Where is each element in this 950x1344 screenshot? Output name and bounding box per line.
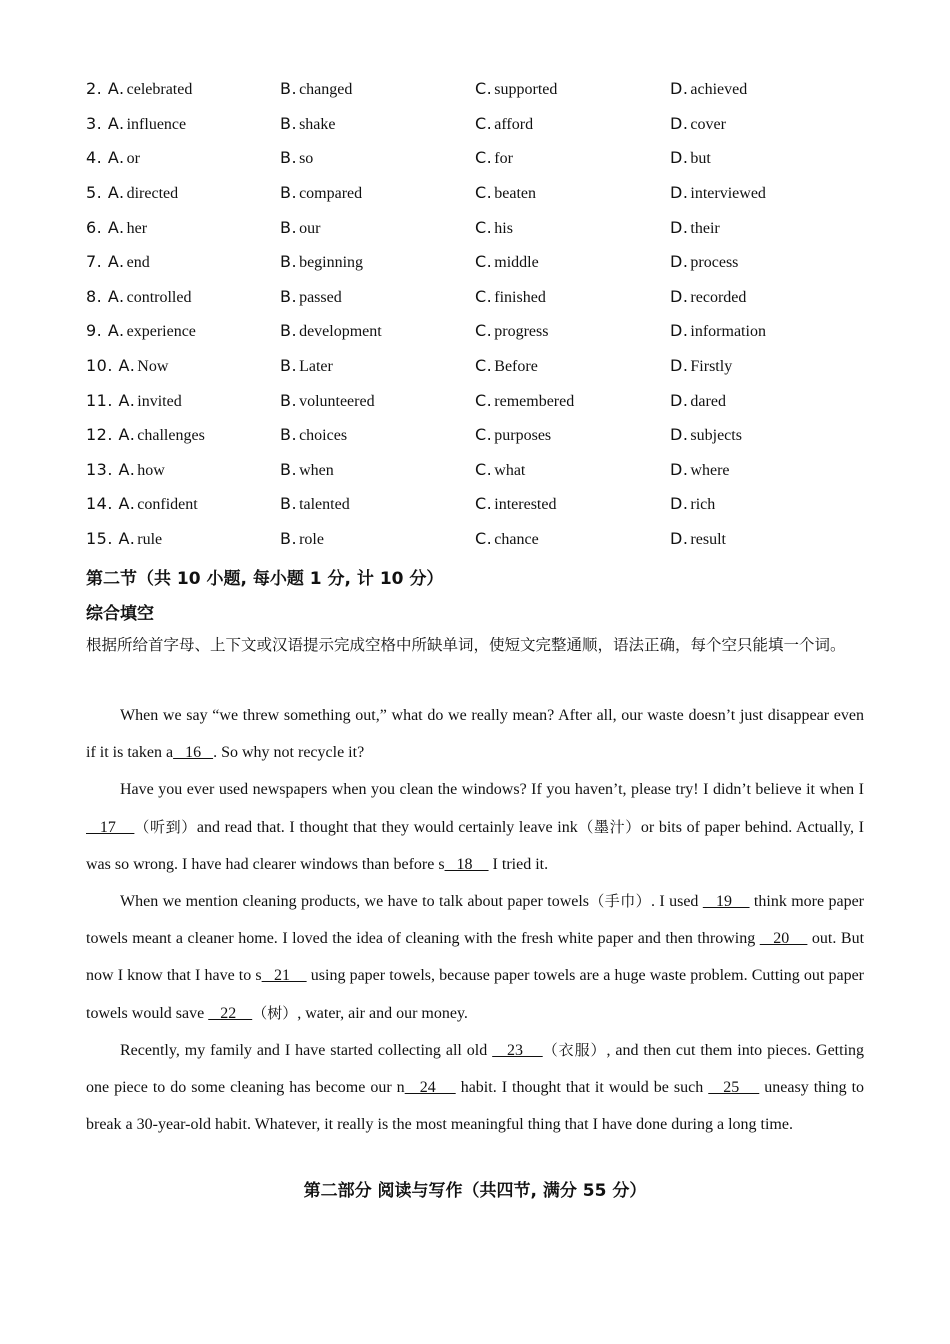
- option-label: C.: [475, 183, 493, 203]
- option-word: supported: [494, 81, 558, 99]
- paragraph-3: When we mention cleaning products, we have to talk about paper towels（手巾）. I used 19 think more paper towels meant a cleaner home. I loved the idea of cleaning with the fresh white paper and then throwing 20 out. But now I know that I have to s 21 using paper towels, because paper towels are a huge waste problem. Cutting out paper towels would save 22 （树）, water, air and our money.: [86, 892, 865, 1022]
- option-c: [475, 529, 670, 549]
- option-word: celebrated: [126, 81, 193, 99]
- option-b: [280, 425, 475, 445]
- option-label: C.: [475, 390, 493, 410]
- option-a: [86, 460, 280, 480]
- option-label: 13. A.: [86, 459, 136, 479]
- option-row: [86, 176, 886, 211]
- option-label: B.: [280, 529, 298, 549]
- option-word: talented: [299, 496, 350, 514]
- option-word: interviewed: [690, 185, 766, 203]
- option-a: [86, 356, 280, 376]
- part-2-title: 第二部分 阅读与写作（共四节, 满分 55 分）: [303, 1181, 647, 1201]
- option-word: experience: [126, 323, 196, 341]
- option-a: [86, 218, 280, 238]
- option-b: [280, 391, 475, 411]
- option-label: D.: [670, 252, 689, 272]
- option-b: [280, 321, 475, 341]
- option-d: [670, 321, 865, 341]
- option-word: beginning: [299, 254, 364, 272]
- option-d: [670, 252, 865, 272]
- option-a: [86, 79, 280, 99]
- option-c: [475, 425, 670, 445]
- option-word: Firstly: [690, 358, 733, 376]
- option-a: [86, 391, 280, 411]
- option-word: his: [494, 219, 513, 237]
- option-label: 2. A.: [86, 79, 125, 99]
- option-a: [86, 114, 280, 134]
- option-word: subjects: [690, 427, 742, 445]
- option-label: D.: [670, 148, 689, 168]
- option-label: B.: [280, 356, 298, 376]
- option-label: D.: [670, 425, 689, 445]
- blank-16: 16: [173, 744, 214, 762]
- option-d: [670, 494, 865, 514]
- blank-18: 18: [444, 855, 489, 873]
- option-word: rich: [690, 496, 716, 514]
- option-b: [280, 218, 475, 238]
- option-word: when: [299, 461, 334, 479]
- option-row: [86, 280, 886, 315]
- hint-ink: （墨汁）: [577, 817, 641, 836]
- option-word: purposes: [494, 427, 552, 445]
- option-word: finished: [494, 288, 546, 306]
- option-row: [86, 349, 886, 384]
- option-word: progress: [494, 323, 549, 341]
- option-word: directed: [126, 185, 179, 203]
- paragraph-2: Have you ever used newspapers when you clean the windows? If you haven’t, please try! I didn’t believe it when I 17 （听到）and read that. I thought that they would certainly leave ink（墨汁）or bits of paper behind. Actually, I was so wrong. I have had clearer windows than before s 18 I tried it.: [86, 781, 864, 873]
- option-d: [670, 391, 865, 411]
- section-subheading: 综合填空: [86, 604, 154, 624]
- option-label: 7. A.: [86, 252, 125, 272]
- option-b: [280, 494, 475, 514]
- option-label: C.: [475, 459, 493, 479]
- hint-23: （衣服）: [542, 1040, 607, 1059]
- option-word: dared: [690, 392, 726, 410]
- blank-19: 19: [702, 893, 750, 911]
- option-word: result: [690, 531, 726, 549]
- option-c: [475, 183, 670, 203]
- option-b: [280, 460, 475, 480]
- option-row: [86, 522, 886, 557]
- option-word: Now: [137, 358, 169, 376]
- option-label: C.: [475, 252, 493, 272]
- option-c: [475, 79, 670, 99]
- option-label: D.: [670, 113, 689, 133]
- option-word: passed: [299, 288, 342, 306]
- option-c: [475, 218, 670, 238]
- option-word: information: [690, 323, 766, 341]
- option-word: remembered: [494, 392, 575, 410]
- option-label: B.: [280, 425, 298, 445]
- option-a: [86, 494, 280, 514]
- option-d: [670, 425, 865, 445]
- hint-towel: （手巾）: [589, 892, 651, 911]
- option-word: chance: [494, 531, 539, 549]
- option-word: afford: [494, 115, 534, 133]
- option-d: [670, 218, 865, 238]
- option-label: 6. A.: [86, 217, 125, 237]
- option-label: C.: [475, 286, 493, 306]
- option-c: [475, 148, 670, 168]
- option-c: [475, 494, 670, 514]
- option-label: B.: [280, 459, 298, 479]
- instruction-text: 根据所给首字母、上下文或汉语提示完成空格中所缺单词，使短文完整通顺，语法正确，每个空只能填一个词。: [86, 636, 846, 654]
- hint-17: （听到）: [134, 817, 197, 836]
- option-b: [280, 252, 475, 272]
- blank-22: 22: [208, 1004, 253, 1022]
- option-label: B.: [280, 390, 298, 410]
- blank-24: 24: [404, 1079, 456, 1097]
- option-a: [86, 321, 280, 341]
- blank-21: 21: [261, 967, 307, 985]
- paragraph-4: Recently, my family and I have started collecting all old 23 （衣服）, and then cut them into pieces. Getting one piece to do some cleaning has become our n 24 habit. I thought that it would be such 25 uneasy thing to break a 30-year-old habit. Whatever, it really is the most meaningful thing that I have done during a long time.: [86, 1040, 865, 1134]
- option-b: [280, 529, 475, 549]
- option-d: [670, 148, 865, 168]
- option-d: [670, 114, 865, 134]
- option-word: shake: [299, 115, 336, 133]
- option-word: middle: [494, 254, 539, 272]
- option-label: D.: [670, 286, 689, 306]
- option-word: changed: [299, 81, 353, 99]
- option-word: invited: [137, 392, 182, 410]
- blank-17: 17: [86, 818, 135, 836]
- option-label: 10. A.: [86, 356, 136, 376]
- option-label: C.: [475, 494, 493, 514]
- option-row: [86, 72, 886, 107]
- option-word: her: [126, 219, 148, 237]
- option-row: [86, 107, 886, 142]
- option-label: C.: [475, 356, 493, 376]
- option-label: B.: [280, 321, 298, 341]
- option-word: Later: [299, 358, 333, 376]
- options-table: [86, 72, 886, 556]
- option-label: D.: [670, 494, 689, 514]
- option-word: how: [137, 461, 165, 479]
- option-word: what: [494, 461, 526, 479]
- option-word: achieved: [690, 81, 748, 99]
- option-word: cover: [690, 115, 726, 133]
- option-a: [86, 183, 280, 203]
- option-c: [475, 114, 670, 134]
- option-word: their: [690, 219, 720, 237]
- option-label: B.: [280, 183, 298, 203]
- option-label: B.: [280, 217, 298, 237]
- option-label: D.: [670, 79, 689, 99]
- option-d: [670, 183, 865, 203]
- option-d: [670, 287, 865, 307]
- option-label: 4. A.: [86, 148, 125, 168]
- option-label: D.: [670, 390, 689, 410]
- option-b: [280, 148, 475, 168]
- option-word: challenges: [137, 427, 205, 445]
- option-label: B.: [280, 113, 298, 133]
- option-label: C.: [475, 148, 493, 168]
- option-label: D.: [670, 459, 689, 479]
- option-word: role: [299, 531, 324, 549]
- blank-20: 20: [759, 930, 808, 948]
- option-c: [475, 321, 670, 341]
- option-label: B.: [280, 494, 298, 514]
- option-b: [280, 183, 475, 203]
- option-label: C.: [475, 79, 493, 99]
- option-label: 15. A.: [86, 529, 136, 549]
- option-a: [86, 529, 280, 549]
- option-label: C.: [475, 113, 493, 133]
- option-label: 12. A.: [86, 425, 136, 445]
- blank-23: 23: [492, 1041, 543, 1059]
- option-row: [86, 453, 886, 488]
- option-label: B.: [280, 252, 298, 272]
- option-a: [86, 287, 280, 307]
- option-b: [280, 287, 475, 307]
- option-label: 14. A.: [86, 494, 136, 514]
- option-word: but: [690, 150, 711, 168]
- option-word: confident: [137, 496, 198, 514]
- option-word: recorded: [690, 288, 747, 306]
- option-row: [86, 418, 886, 453]
- option-row: [86, 245, 886, 280]
- option-label: D.: [670, 356, 689, 376]
- option-label: B.: [280, 148, 298, 168]
- option-label: 11. A.: [86, 390, 136, 410]
- option-word: development: [299, 323, 382, 341]
- option-label: 9. A.: [86, 321, 125, 341]
- option-d: [670, 356, 865, 376]
- option-b: [280, 114, 475, 134]
- option-row: [86, 141, 886, 176]
- option-word: Before: [494, 358, 538, 376]
- option-d: [670, 529, 865, 549]
- option-label: D.: [670, 529, 689, 549]
- option-label: 5. A.: [86, 183, 125, 203]
- option-b: [280, 356, 475, 376]
- option-c: [475, 460, 670, 480]
- option-label: C.: [475, 321, 493, 341]
- option-word: influence: [126, 115, 187, 133]
- option-label: B.: [280, 286, 298, 306]
- option-label: C.: [475, 425, 493, 445]
- option-word: or: [126, 150, 140, 168]
- option-row: [86, 487, 886, 522]
- option-word: rule: [137, 531, 163, 549]
- cloze-passage: [86, 697, 864, 1143]
- section-heading: 第二节（共 10 小题, 每小题 1 分, 计 10 分）: [86, 569, 444, 589]
- paragraph-1: When we say “we threw something out,” what do we really mean? After all, our waste doesn’t just disappear even if it is taken a 16 . So why not recycle it?: [86, 707, 864, 762]
- option-label: C.: [475, 529, 493, 549]
- option-a: [86, 252, 280, 272]
- option-label: 8. A.: [86, 286, 125, 306]
- option-word: compared: [299, 185, 363, 203]
- option-word: process: [690, 254, 739, 272]
- option-word: volunteered: [299, 392, 375, 410]
- option-d: [670, 460, 865, 480]
- option-label: D.: [670, 217, 689, 237]
- option-label: D.: [670, 183, 689, 203]
- option-c: [475, 252, 670, 272]
- option-d: [670, 79, 865, 99]
- option-word: controlled: [126, 288, 192, 306]
- hint-22: （树）: [252, 1003, 298, 1022]
- option-word: interested: [494, 496, 557, 514]
- option-word: for: [494, 150, 513, 168]
- option-label: 3. A.: [86, 113, 125, 133]
- option-a: [86, 148, 280, 168]
- option-row: [86, 383, 886, 418]
- option-label: C.: [475, 217, 493, 237]
- option-row: [86, 210, 886, 245]
- option-word: our: [299, 219, 321, 237]
- option-label: B.: [280, 79, 298, 99]
- option-b: [280, 79, 475, 99]
- option-a: [86, 425, 280, 445]
- option-label: D.: [670, 321, 689, 341]
- option-word: end: [126, 254, 150, 272]
- option-word: choices: [299, 427, 348, 445]
- option-c: [475, 287, 670, 307]
- blank-25: 25: [708, 1079, 760, 1097]
- option-word: beaten: [494, 185, 537, 203]
- option-row: [86, 314, 886, 349]
- option-word: where: [690, 461, 730, 479]
- option-word: so: [299, 150, 314, 168]
- option-c: [475, 391, 670, 411]
- option-c: [475, 356, 670, 376]
